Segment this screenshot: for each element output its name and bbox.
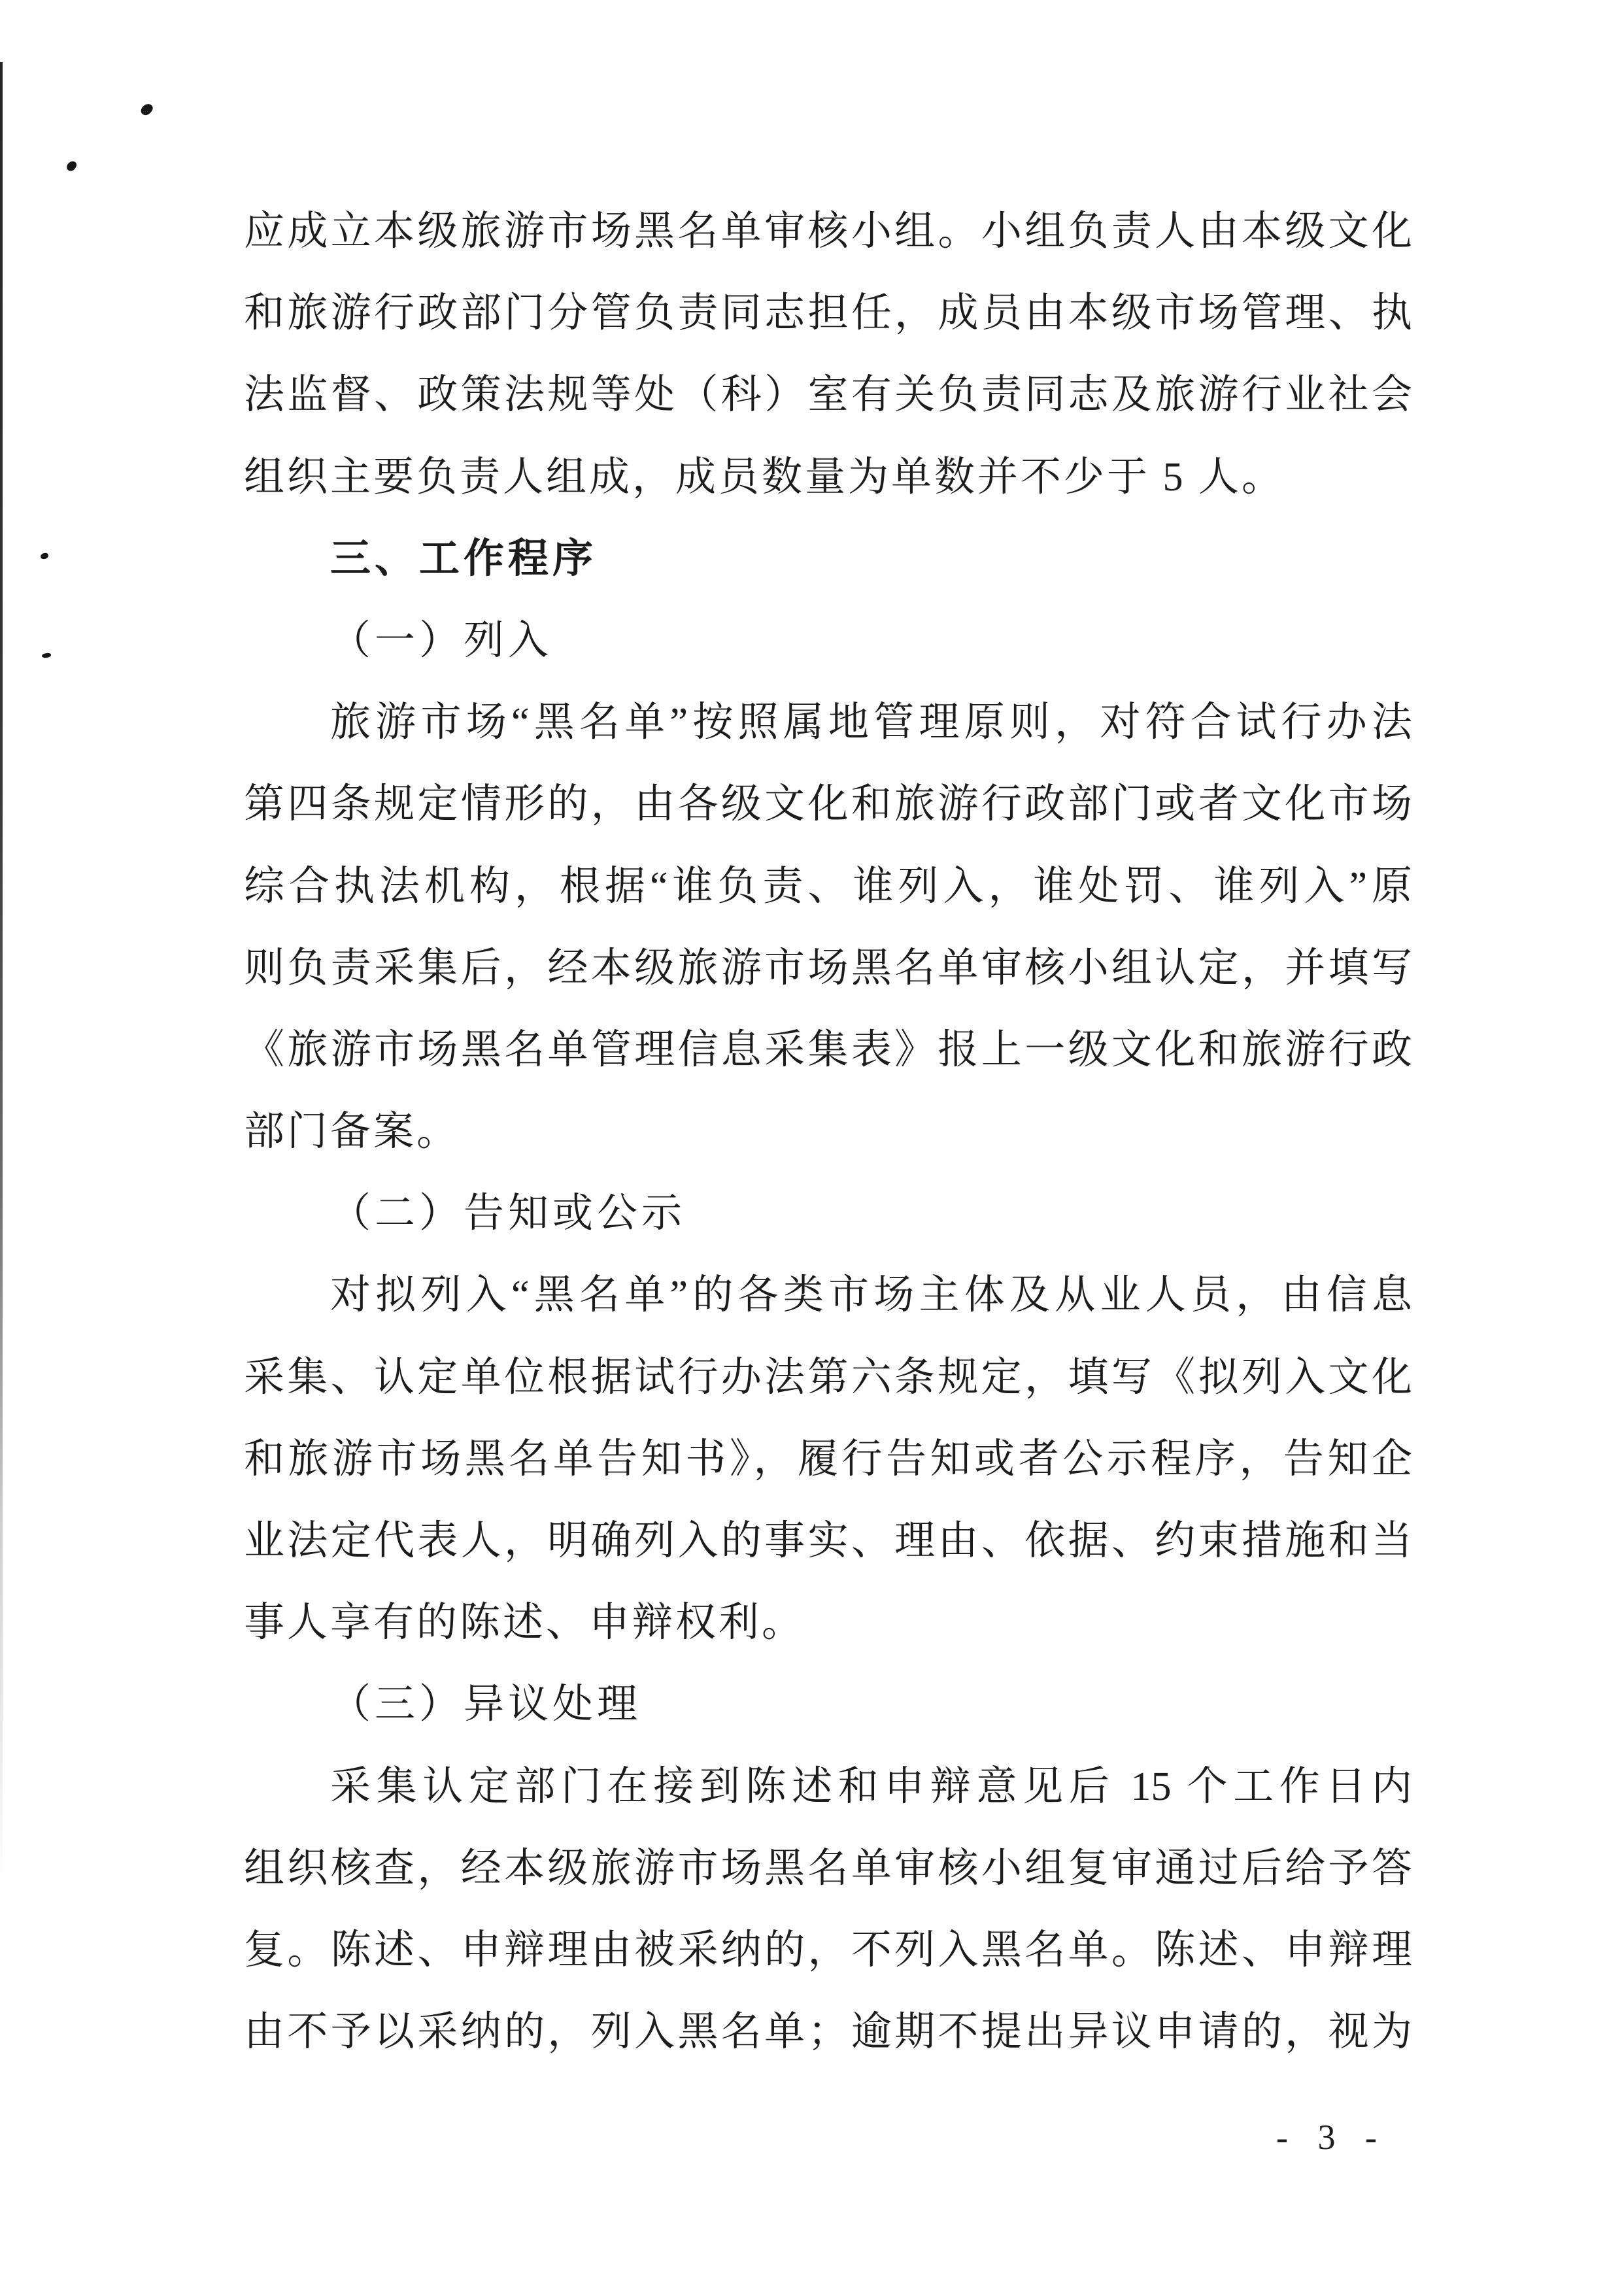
ink-speck <box>139 101 155 117</box>
text-line: 组织核查，经本级旅游市场黑名单审核小组复审通过后给予答 <box>244 1846 1412 1891</box>
subsection-heading: （一）列入 <box>330 618 553 663</box>
text-line: 《旅游市场黑名单管理信息采集表》报上一级文化和旅游行政 <box>244 1027 1412 1072</box>
ink-speck <box>40 552 48 560</box>
text-line: 采集、认定单位根据试行办法第六条规定，填写《拟列入文化 <box>244 1355 1412 1400</box>
text-line: 则负责采集后，经本级旅游市场黑名单审核小组认定，并填写 <box>244 945 1412 990</box>
text-line: 复。陈述、申辩理由被采纳的，不列入黑名单。陈述、申辩理 <box>244 1927 1412 1972</box>
text-line: 和旅游行政部门分管负责同志担任，成员由本级市场管理、执 <box>244 291 1412 336</box>
text-line: 综合执法机构，根据“谁负责、谁列入，谁处罚、谁列入”原 <box>244 864 1412 909</box>
text-line: 采集认定部门在接到陈述和申辩意见后 15 个工作日内 <box>330 1764 1412 1809</box>
page-number: - 3 - <box>1276 2118 1387 2157</box>
text-line: 组织主要负责人组成，成员数量为单数并不少于 5 人。 <box>244 454 1285 499</box>
text-line: 部门备案。 <box>244 1109 460 1155</box>
section-heading: 三、工作程序 <box>330 536 598 581</box>
document-body <box>244 191 1412 2073</box>
text-line: 和旅游市场黑名单告知书》，履行告知或者公示程序，告知企 <box>244 1436 1412 1481</box>
text-line: 事人享有的陈述、申辩权利。 <box>244 1600 805 1646</box>
text-line: 旅游市场“黑名单”按照属地管理原则，对符合试行办法 <box>330 700 1412 745</box>
subsection-heading: （三）异议处理 <box>330 1682 642 1727</box>
subsection-heading: （二）告知或公示 <box>330 1191 686 1236</box>
ink-speck <box>42 653 51 658</box>
scan-edge-artifact <box>0 62 3 1880</box>
text-line: 由不予以采纳的，列入黑名单；逾期不提出异议申请的，视为 <box>244 2010 1412 2055</box>
ink-speck <box>65 160 78 173</box>
text-line: 第四条规定情形的，由各级文化和旅游行政部门或者文化市场 <box>244 782 1412 827</box>
text-line: 应成立本级旅游市场黑名单审核小组。小组负责人由本级文化 <box>244 209 1412 254</box>
text-line: 法监督、政策法规等处（科）室有关负责同志及旅游行业社会 <box>244 373 1412 418</box>
text-line: 业法定代表人，明确列入的事实、理由、依据、约束措施和当 <box>244 1519 1412 1563</box>
text-line: 对拟列入“黑名单”的各类市场主体及从业人员，由信息 <box>330 1273 1412 1318</box>
